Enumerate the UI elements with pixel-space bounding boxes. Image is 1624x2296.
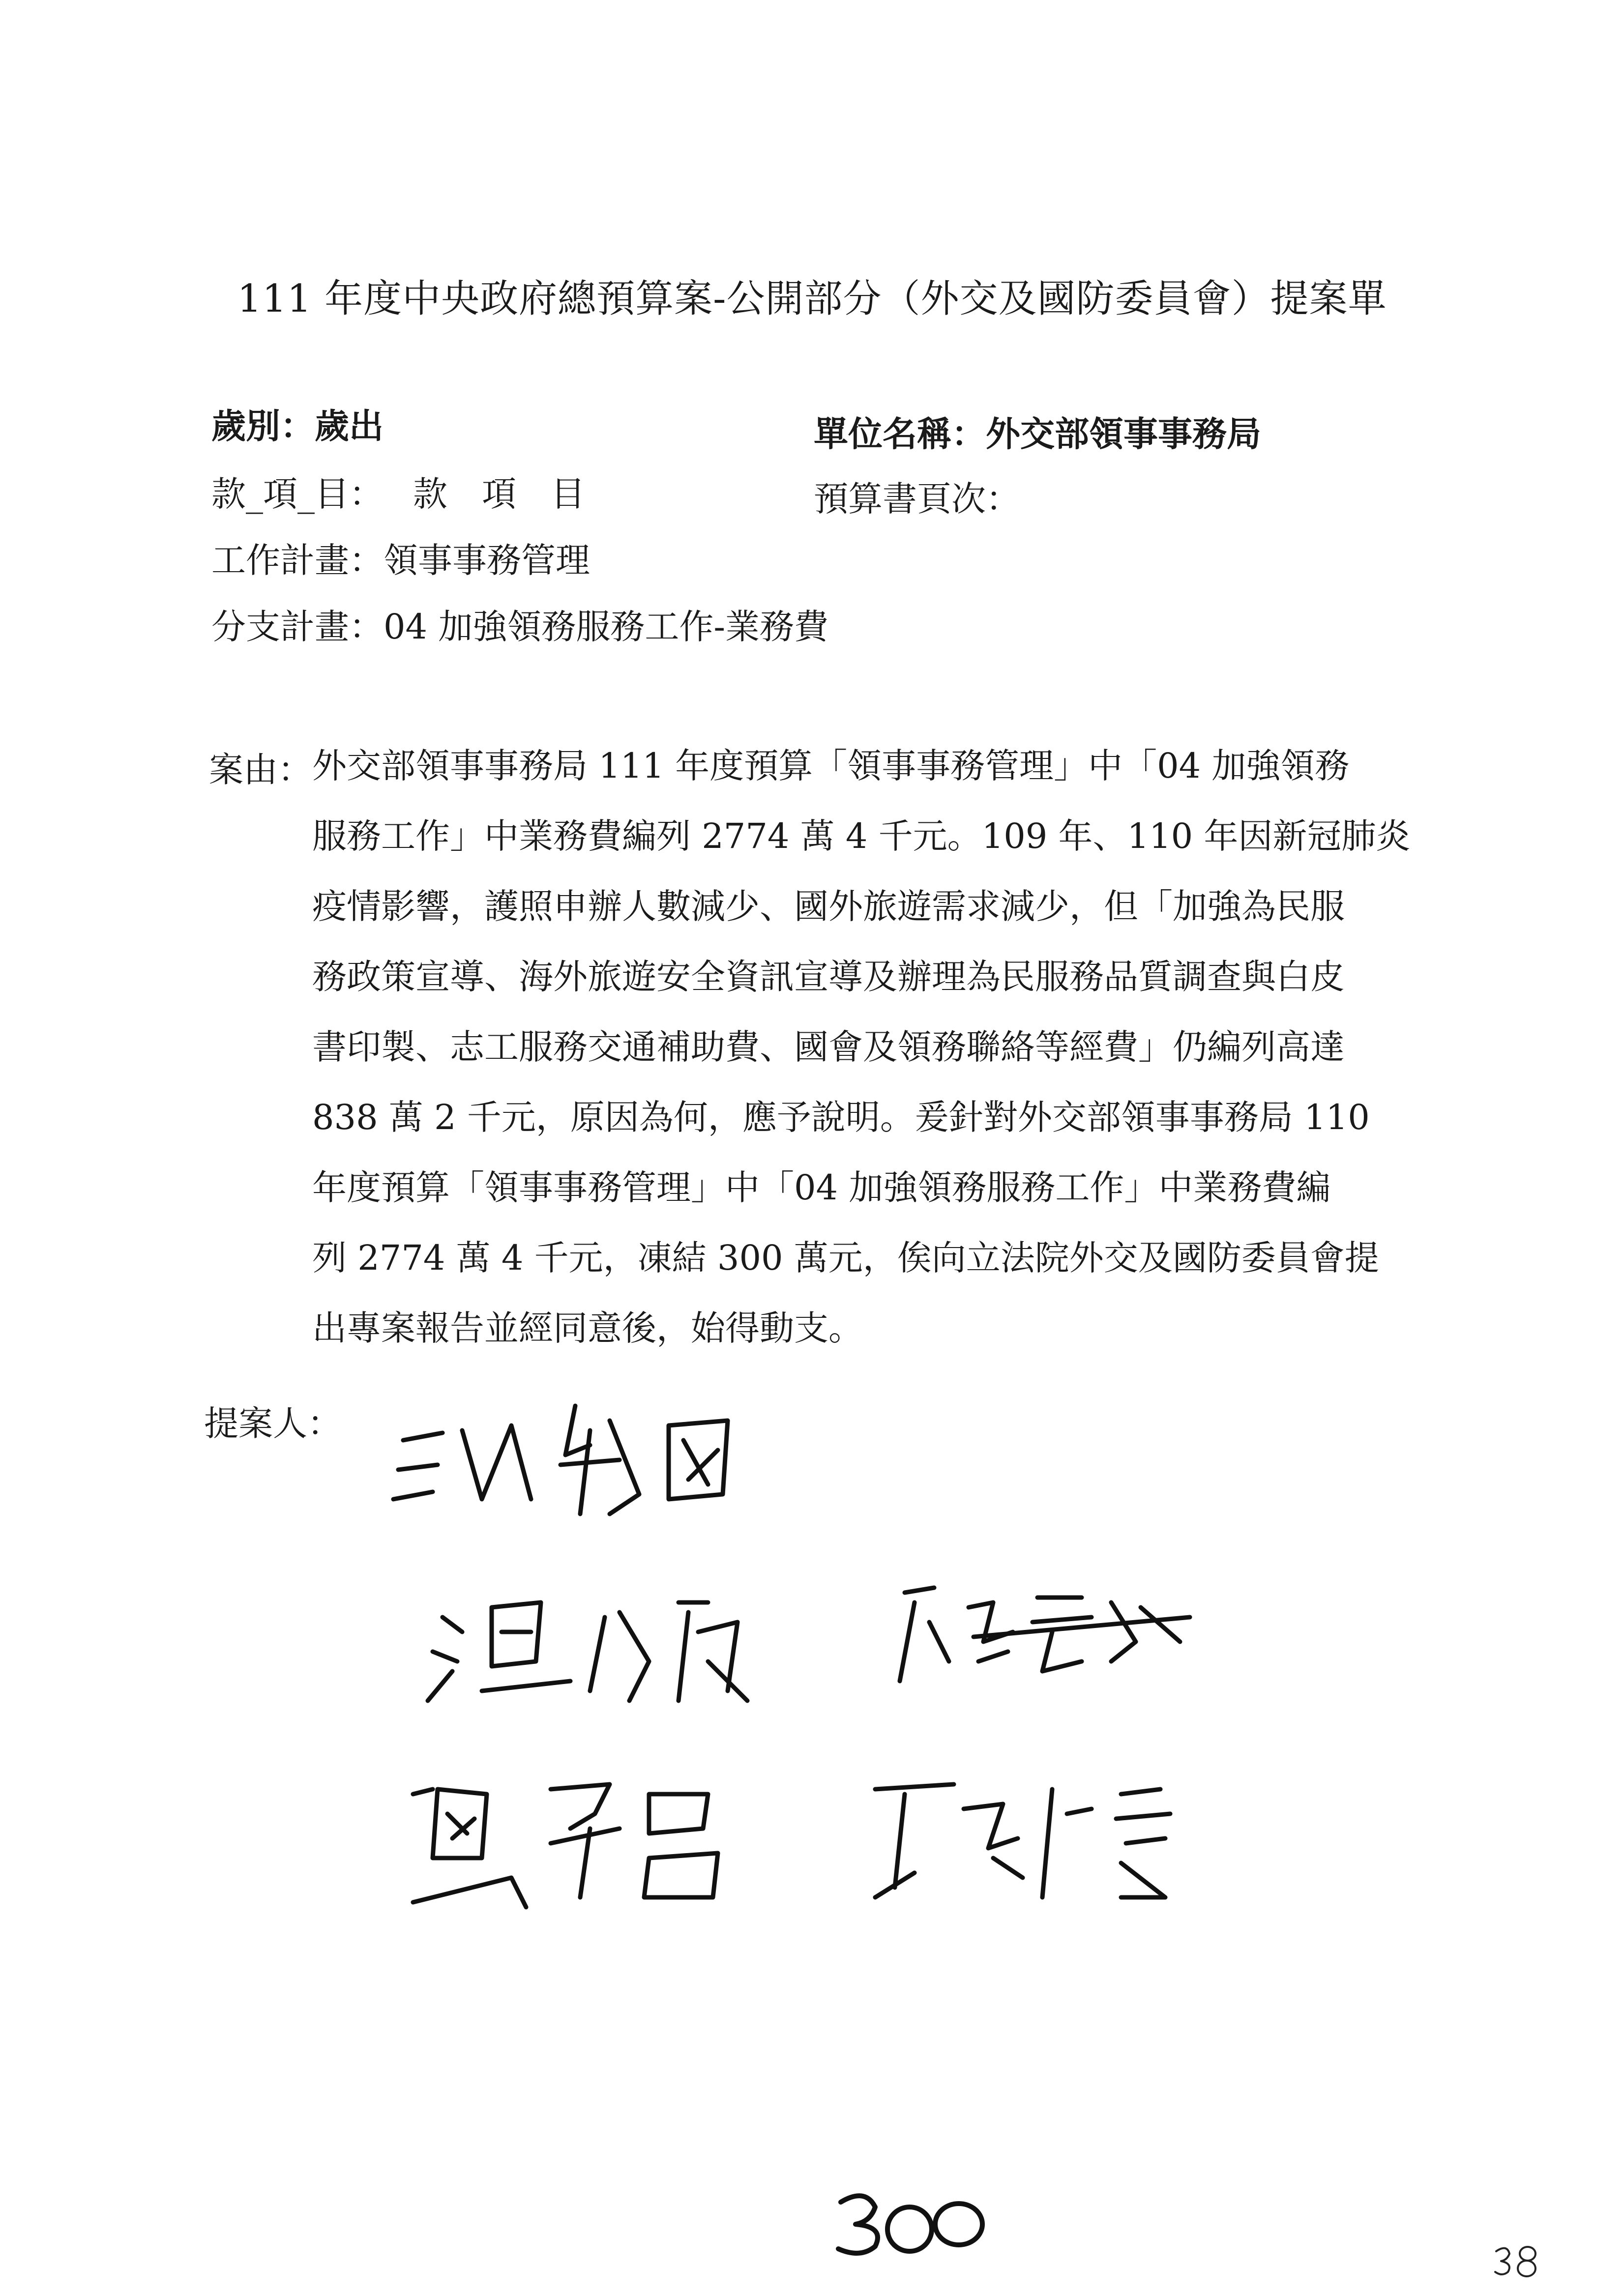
reason-line: 列 2774 萬 4 千元，凍結 300 萬元，俟向立法院外交及國防委員會提 <box>312 1238 1379 1278</box>
handwritten-page-number <box>1492 2241 1541 2281</box>
signature-5 <box>875 1784 1170 1897</box>
signature-1 <box>393 1406 728 1514</box>
reason-line: 務政策宣導、海外旅遊安全資訊宣導及辦理為民服務品質調查與白皮 <box>312 957 1345 997</box>
work-plan-label: 工作計畫： <box>211 540 384 581</box>
signature-4 <box>413 1784 718 1907</box>
reason-line: 838 萬 2 千元，原因為何，應予說明。爰針對外交部領事事務局 110 <box>312 1097 1370 1137</box>
budget-page-field <box>814 479 1020 519</box>
item-field <box>211 474 585 514</box>
signature-3 <box>900 1588 1190 1681</box>
sub-plan-field <box>211 607 828 647</box>
sub-plan-value: 04 加強領務服務工作-業務費 <box>384 607 828 647</box>
reason-line: 疫情影響，護照申辦人數減少、國外旅遊需求減少，但「加強為民服 <box>312 886 1345 927</box>
signature-2 <box>428 1602 747 1701</box>
year-type-label: 歲別： <box>211 406 315 446</box>
reason-line: 外交部領事事務局 111 年度預算「領事事務管理」中「04 加強領務 <box>312 746 1350 786</box>
sub-plan-label: 分支計畫： <box>211 607 384 647</box>
item-label: 款_項_目： <box>211 474 384 514</box>
reason-line: 書印製、志工服務交通補助費、國會及領務聯絡等經費」仍編列高達 <box>312 1027 1345 1067</box>
year-type-value: 歲出 <box>315 406 384 446</box>
unit-name-value: 外交部領事事務局 <box>986 413 1261 454</box>
work-plan-value: 領事事務管理 <box>384 540 590 581</box>
proposer-label: 提案人： <box>204 1403 342 1444</box>
reason-label: 案由： <box>209 750 312 790</box>
budget-page-label: 預算書頁次： <box>814 479 1020 519</box>
unit-name-label: 單位名稱： <box>814 413 986 454</box>
reason-line: 年度預算「領事事務管理」中「04 加強領務服務工作」中業務費編 <box>312 1167 1331 1208</box>
reason-line: 服務工作」中業務費編列 2774 萬 4 千元。109 年、110 年因新冠肺炎 <box>312 816 1411 856</box>
reason-line: 出專案報告並經同意後，始得動支。 <box>312 1308 863 1348</box>
handwritten-amount <box>831 2182 988 2261</box>
document-title: 111 年度中央政府總預算案-公開部分（外交及國防委員會）提案單 <box>237 277 1387 321</box>
unit-name-field <box>814 413 1261 454</box>
handwritten-signatures <box>384 1386 1367 1927</box>
item-value: 款 項 目 <box>413 474 585 514</box>
work-plan-field <box>211 540 590 581</box>
year-type-field <box>211 406 384 446</box>
